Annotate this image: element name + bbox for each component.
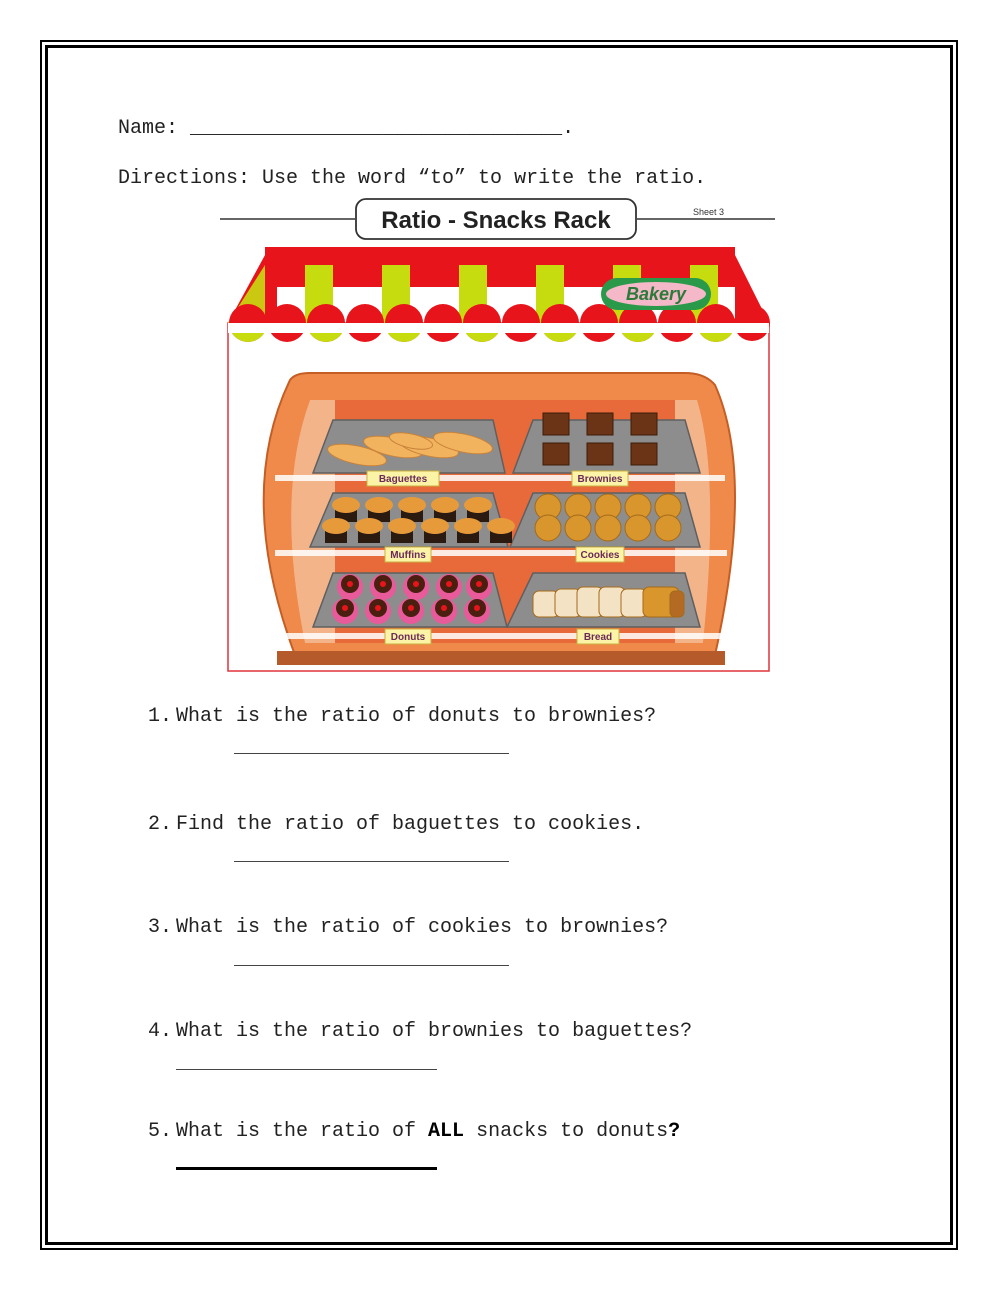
- label-cookies: Cookies: [580, 550, 620, 561]
- label-bread: Bread: [583, 632, 613, 643]
- illustration-title: Ratio - Snacks Rack: [381, 207, 611, 234]
- question-3: 3. What is the ratio of cookies to brownies?: [148, 916, 669, 939]
- question-5: 5. What is the ratio of ALL snacks to donuts?: [148, 1120, 681, 1143]
- answer-line-1[interactable]: [234, 753, 509, 754]
- question-1: 1. What is the ratio of donuts to brownies?: [148, 705, 657, 728]
- answer-line-2[interactable]: [234, 861, 509, 862]
- label-brownies: Brownies: [577, 474, 623, 485]
- label-donuts: Donuts: [390, 632, 426, 643]
- label-baguettes: Baguettes: [378, 474, 428, 485]
- answer-line-5[interactable]: [176, 1167, 437, 1170]
- answer-line-4[interactable]: [176, 1069, 437, 1070]
- question-4: 4. What is the ratio of brownies to baguettes?: [148, 1020, 693, 1043]
- directions: Directions: Use the word “to” to write the ratio.: [118, 167, 707, 190]
- bakery-sign-text: Bakery: [625, 284, 687, 304]
- answer-line-3[interactable]: [234, 965, 509, 966]
- emphasis-all: ALL: [428, 1120, 465, 1143]
- question-2: 2. Find the ratio of baguettes to cookies.: [148, 813, 645, 836]
- sheet-number: Sheet 3: [693, 207, 725, 217]
- label-muffins: Muffins: [390, 550, 426, 561]
- bread-loaves: [533, 587, 684, 617]
- name-line: [118, 117, 574, 140]
- name-blank[interactable]: _______________________________.: [190, 117, 575, 140]
- snacks-rack-illustration: [215, 195, 785, 680]
- name-label: Name:: [118, 117, 179, 140]
